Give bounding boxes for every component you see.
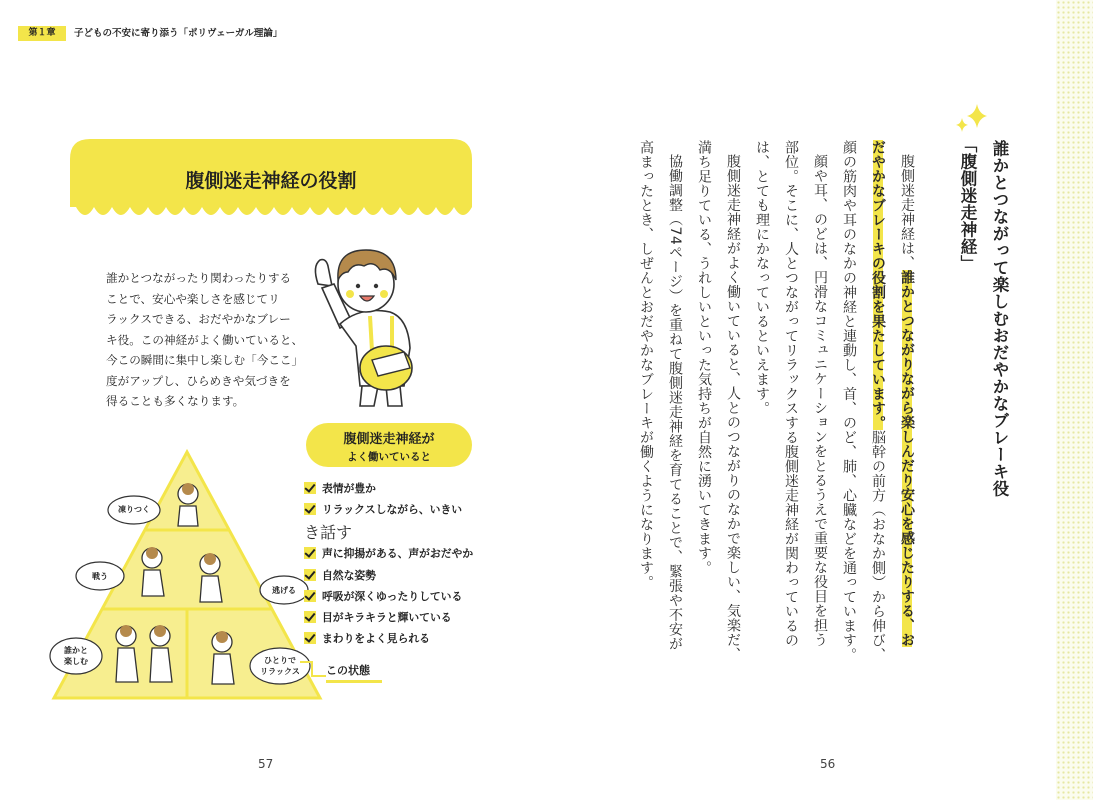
check-icon — [304, 482, 316, 494]
check-icon — [304, 611, 316, 623]
dotted-margin-strip — [1056, 0, 1093, 800]
checklist-item — [304, 607, 484, 628]
label-freeze: 凍りつく — [118, 505, 150, 514]
highlighted-text: 誰かとつながりながら楽しんだり安心を感じたりする、お — [899, 270, 915, 647]
intro-line: ラックスできる、おだやかなブレー — [106, 312, 291, 326]
intro-line: キ役。この神経がよく働いていると、 — [106, 332, 304, 347]
label-relax-line: リラックス — [260, 667, 300, 676]
chapter-tag: 第１章 — [18, 26, 66, 41]
check-icon — [304, 569, 316, 581]
body-column: 高まったとき、しぜんとおだやかなブレーキが働くようになります。 — [638, 140, 654, 590]
intro-line: 今この瞬間に集中し楽しむ「今ここ」 — [106, 353, 304, 367]
checklist-item-text: リラックスしながら、いきい — [322, 503, 463, 517]
checklist-item-text: 表情が豊か — [322, 482, 376, 495]
body-column: 部位。そこに、人とつながってリラックスする腹側迷走神経が関わっているの — [783, 140, 799, 648]
intro-line: ことで、安心や楽しさを感じてリ — [106, 291, 280, 306]
checklist-item-text: まわりをよく見られる — [322, 632, 430, 646]
condition-pill-line1: 腹側迷走神経が — [343, 432, 435, 447]
body-column: 満ち足りている、うれしいといった気持ちが自然に湧いてきます。 — [696, 140, 712, 575]
chapter-title: 子どもの不安に寄り添う「ポリヴェーガル理論」 — [74, 28, 283, 39]
body-column: は、とても理にかなっているといえます。 — [754, 140, 770, 416]
heading-line2: 「腹側迷走神経」 — [958, 136, 977, 272]
body-column: 顔や耳、のどは、円滑なコミュニケーションをとるうえで重要な役目を担う — [812, 154, 828, 647]
sparkle-icon — [953, 102, 991, 136]
label-relax-line: ひとりで — [264, 656, 296, 665]
check-icon — [304, 632, 316, 644]
banner-title: 腹側迷走神経の役割 — [185, 170, 357, 192]
checklist-item-text: 呼吸が深くゆったりしている — [322, 589, 463, 603]
page-number-left: 57 — [258, 757, 274, 771]
body-text: 脳幹の前方（おなか側）から伸び、 — [870, 430, 886, 662]
label-connect — [50, 645, 102, 667]
checklist-item — [304, 586, 484, 607]
body-column — [892, 154, 921, 647]
body-column: 腹側迷走神経がよく働いていると、人とのつながりのなかで楽しい、気楽だ、 — [725, 154, 741, 662]
intro-line: 度がアップし、ひらめきや気づきを — [106, 373, 291, 388]
checklist-item — [304, 478, 484, 499]
checklist-item-text: 声に抑揚がある、声がおだやか — [322, 547, 474, 561]
checklist-item — [304, 565, 484, 586]
checklist-item-continuation: き話す — [304, 523, 353, 543]
check-icon — [304, 590, 316, 602]
label-fight: 戦う — [92, 572, 108, 581]
checklist-item-text: 目がキラキラと輝いている — [322, 611, 452, 625]
body-column: 顔の筋肉や耳のなかの神経と連動し、首、のど、肺、心臓などを通っています。 — [841, 140, 857, 662]
condition-pill-line2: よく働いていると — [347, 451, 431, 463]
state-label: この状態 — [326, 664, 370, 677]
checklist-item — [304, 499, 484, 520]
label-connect-line: 誰かと — [64, 646, 88, 655]
bracket-connector — [298, 658, 330, 680]
label-flight: 逃げる — [272, 586, 296, 595]
checklist-item — [304, 543, 484, 564]
heading-line1: 誰かとつながって楽しむおだやかなブレーキ役 — [990, 140, 1009, 497]
body-column: 協働調整（74ページ）を重ねて腹側迷走神経を育てることで、緊張や不安が — [667, 154, 683, 652]
waving-child-illustration — [300, 236, 440, 412]
intro-paragraph — [106, 268, 316, 412]
highlighted-text: だやかなブレーキの役割を果たしています。 — [870, 140, 886, 430]
checklist-item — [304, 628, 484, 649]
body-text: 腹側迷走神経は、 — [899, 154, 915, 270]
state-underline — [326, 680, 382, 683]
intro-line: 誰かとつながったり関わったりする — [106, 271, 292, 285]
check-icon — [304, 547, 316, 559]
label-connect-line: 楽しむ — [64, 657, 88, 666]
body-column — [863, 140, 892, 662]
intro-line: 得ることも多くなります。 — [106, 394, 245, 408]
checklist-item-text: 自然な姿勢 — [322, 568, 376, 582]
check-icon — [304, 503, 316, 515]
checklist — [304, 478, 484, 649]
page-number-right: 56 — [820, 757, 836, 771]
